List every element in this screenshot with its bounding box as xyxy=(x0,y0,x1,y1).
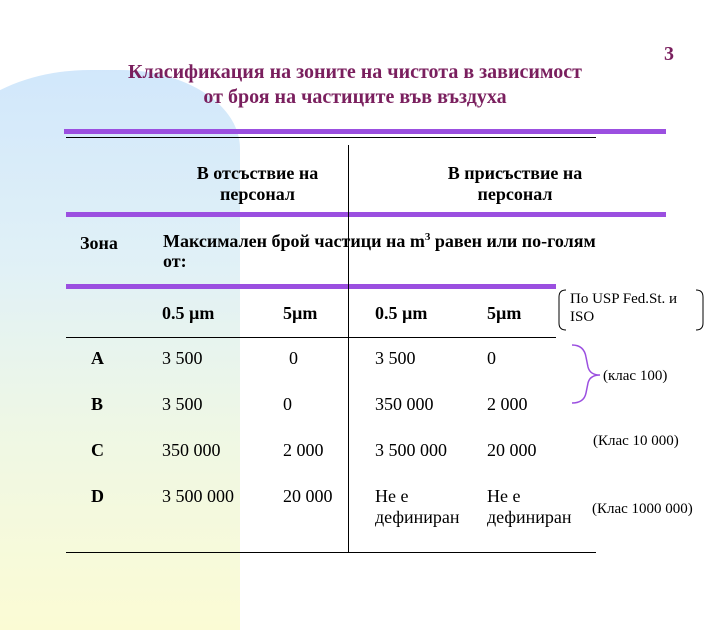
zone-a-label: A xyxy=(91,348,104,368)
row-d-presence-05: Не е дефиниран xyxy=(375,486,460,527)
row-d-absence-5: 20 000 xyxy=(283,486,333,506)
row-c-absence-05: 350 000 xyxy=(162,440,221,460)
zone-column-label: Зона xyxy=(80,233,118,253)
rule-under-max-label xyxy=(66,284,556,289)
row-c-absence-5: 2 000 xyxy=(283,440,324,460)
size-header-presence-05: 0.5 µm xyxy=(375,303,428,323)
class-100-brace-shape xyxy=(572,345,600,403)
slide-title xyxy=(60,60,650,110)
row-c-presence-5: 20 000 xyxy=(487,440,537,460)
header-absence-of-personnel: В отсъствие на персонал xyxy=(196,163,319,204)
slide-title-line-1: Класификация на зоните на чистота в зависимост xyxy=(128,61,582,83)
row-b-absence-05: 3 500 xyxy=(162,394,203,414)
size-header-presence-5: 5µm xyxy=(487,303,522,323)
size-header-absence-05: 0.5 µm xyxy=(162,303,215,323)
row-a-presence-5: 0 xyxy=(487,348,496,368)
slide-number: 3 xyxy=(664,43,674,65)
rule-under-size-headers xyxy=(66,337,556,338)
row-b-absence-5: 0 xyxy=(283,394,292,414)
header-presence-of-personnel: В присъствие на персонал xyxy=(447,163,583,204)
table-bottom-rule xyxy=(66,552,596,553)
background-gradient-shape xyxy=(0,70,240,630)
rule-under-title xyxy=(64,129,666,134)
usp-right-bracket-shape xyxy=(696,290,703,330)
row-d-absence-05: 3 500 000 xyxy=(162,486,234,506)
class-100-note: (клас 100) xyxy=(603,368,668,384)
row-b-presence-05: 350 000 xyxy=(375,394,434,414)
row-a-absence-5: 0 xyxy=(289,348,298,368)
zone-c-label: C xyxy=(91,440,104,460)
row-b-presence-5: 2 000 xyxy=(487,394,528,414)
row-d-presence-5: Не е дефиниран xyxy=(487,486,572,527)
zone-d-label: D xyxy=(91,486,104,506)
row-a-absence-05: 3 500 xyxy=(162,348,203,368)
row-c-presence-05: 3 500 000 xyxy=(375,440,447,460)
usp-fed-std-iso-note: По USP Fed.St. и ISO xyxy=(570,291,678,325)
usp-left-bracket-shape xyxy=(559,290,566,330)
row-a-presence-05: 3 500 xyxy=(375,348,416,368)
table-top-rule xyxy=(66,137,596,138)
class-10000-note: (Клас 10 000) xyxy=(593,433,679,449)
rule-under-column-headers xyxy=(66,212,666,217)
column-divider xyxy=(348,145,349,552)
size-header-absence-5: 5µm xyxy=(283,303,318,323)
slide-title-line-2: от броя на частиците във въздуха xyxy=(203,86,507,108)
zone-b-label: B xyxy=(91,394,104,414)
max-particles-label: Максимален брой частици на $m^3$ равен или по-голям от: xyxy=(163,231,596,271)
class-1000000-note: (Клас 1000 000) xyxy=(592,501,693,517)
